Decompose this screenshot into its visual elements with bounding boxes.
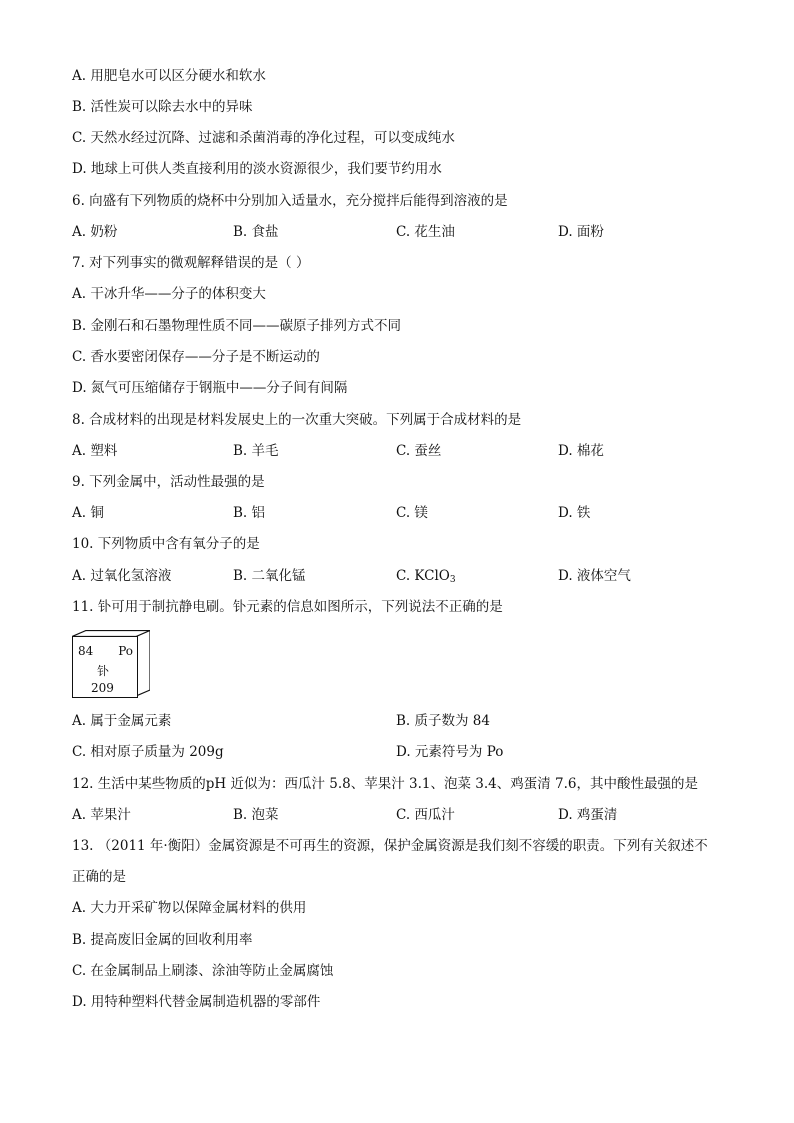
q9-option-d: D. 铁: [558, 505, 591, 521]
q13-option-c: C. 在金属制品上刷漆、涂油等防止金属腐蚀: [72, 963, 334, 979]
q13-option-b: B. 提高废旧金属的回收利用率: [72, 932, 253, 948]
q11-option-c: C. 相对原子质量为 209g: [72, 744, 224, 760]
q6-option-c: C. 花生油: [396, 224, 455, 240]
q9-option-b: B. 铝: [233, 505, 266, 521]
q10-option-c: [396, 566, 456, 590]
q13-stem-line2: 正确的是: [72, 869, 126, 885]
q11-stem: 11. 钋可用于制抗静电刷。钋元素的信息如图所示，下列说法不正确的是: [72, 599, 503, 615]
q6-option-b: B. 食盐: [233, 224, 279, 240]
q10-option-a: A. 过氧化氢溶液: [72, 568, 172, 584]
q11-option-a: A. 属于金属元素: [72, 713, 172, 729]
q13-option-a: A. 大力开采矿物以保障金属材料的供用: [72, 900, 307, 916]
q6-stem: 6. 向盛有下列物质的烧杯中分别加入适量水，充分搅拌后能得到溶液的是: [72, 193, 508, 209]
q10-stem: 10. 下列物质中含有氧分子的是: [72, 536, 260, 552]
q11-option-b: B. 质子数为 84: [396, 713, 490, 729]
q8-option-b: B. 羊毛: [233, 443, 279, 459]
q7-option-b: B. 金刚石和石墨物理性质不同——碳原子排列方式不同: [72, 318, 402, 334]
q10-option-c-subscript: 3: [449, 575, 456, 585]
q12-stem: 12. 生活中某些物质的pH 近似为：西瓜汁 5.8、苹果汁 3.1、泡菜 3.4、鸡蛋清 7.6，其中酸性最强的是: [72, 776, 699, 792]
element-name: 钋: [97, 664, 110, 678]
element-symbol: Po: [118, 644, 133, 658]
q5-option-d: D. 地球上可供人类直接利用的淡水资源很少，我们要节约用水: [72, 161, 442, 177]
q10-option-d: D. 液体空气: [558, 568, 631, 584]
element-atomic-mass: 209: [91, 681, 114, 695]
q13-option-d: D. 用特种塑料代替金属制造机器的零部件: [72, 994, 321, 1010]
q11-option-d: D. 元素符号为 Po: [396, 744, 504, 760]
q12-option-c: C. 西瓜汁: [396, 807, 455, 823]
element-card: [72, 636, 138, 698]
q5-option-c: C. 天然水经过沉降、过滤和杀菌消毒的净化过程，可以变成纯水: [72, 130, 455, 146]
q7-option-c: C. 香水要密闭保存——分子是不断运动的: [72, 349, 320, 365]
q12-option-a: A. 苹果汁: [72, 807, 131, 823]
element-atomic-number: 84: [78, 644, 94, 658]
q13-stem-line1: 13. （2011 年·衡阳）金属资源是不可再生的资源，保护金属资源是我们刻不容缓的职责。下列有关叙述不: [72, 838, 708, 854]
q9-option-c: C. 镁: [396, 505, 428, 521]
q8-option-d: D. 棉花: [558, 443, 604, 459]
q12-option-b: B. 泡菜: [233, 807, 279, 823]
q7-option-d: D. 氮气可压缩储存于钢瓶中——分子间有间隔: [72, 380, 348, 396]
q8-option-a: A. 塑料: [72, 443, 118, 459]
q10-option-b: B. 二氧化锰: [233, 568, 306, 584]
q5-option-a: A. 用肥皂水可以区分硬水和软水: [72, 68, 266, 84]
q9-stem: 9. 下列金属中，活动性最强的是: [72, 474, 265, 490]
q9-option-a: A. 铜: [72, 505, 104, 521]
q6-option-d: D. 面粉: [558, 224, 604, 240]
q10-option-c-formula: C. KClO: [396, 568, 450, 584]
q8-option-c: C. 蚕丝: [396, 443, 442, 459]
q12-option-d: D. 鸡蛋清: [558, 807, 618, 823]
q7-option-a: A. 干冰升华——分子的体积变大: [72, 286, 266, 302]
q5-option-b: B. 活性炭可以除去水中的异味: [72, 99, 253, 115]
q6-option-a: A. 奶粉: [72, 224, 118, 240]
element-cube-edge: [136, 630, 150, 696]
q7-stem: 7. 对下列事实的微观解释错误的是（ ）: [72, 255, 310, 271]
q8-stem: 8. 合成材料的出现是材料发展史上的一次重大突破。下列属于合成材料的是: [72, 412, 522, 428]
